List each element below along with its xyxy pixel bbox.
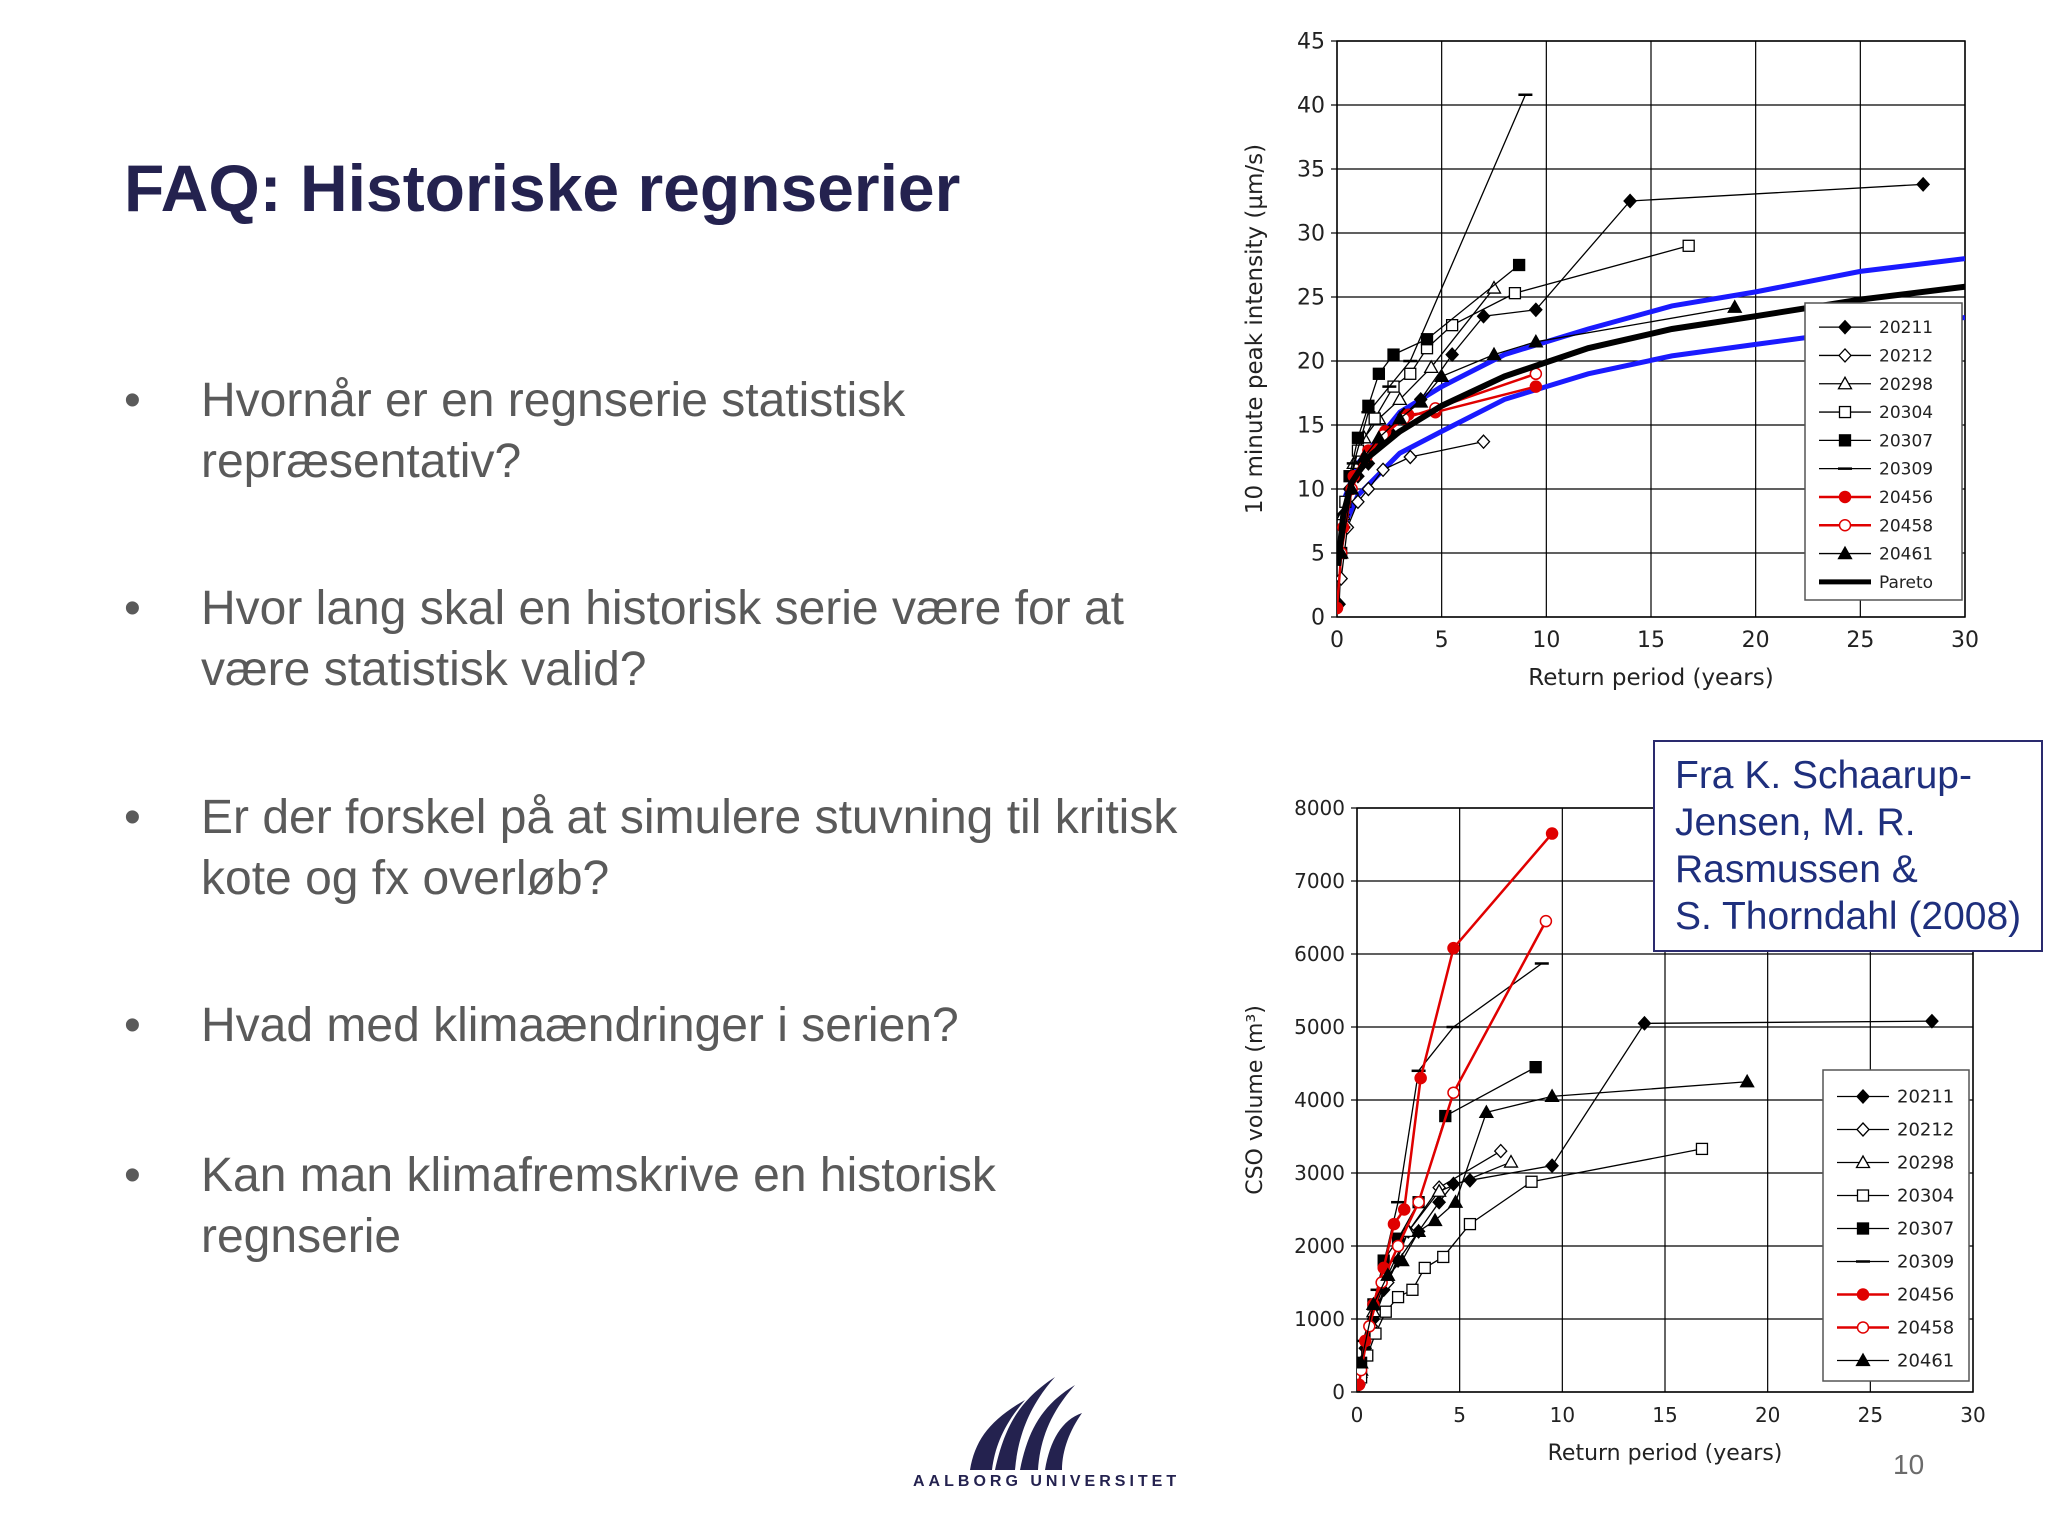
chart1-x-tick-label: 0 (1350, 1403, 1364, 1427)
chart1-legend-label: 20211 (1897, 1086, 1955, 1108)
chart1-data-point (1448, 943, 1459, 954)
chart1-y-tick-label: 5000 (1294, 1015, 1345, 1039)
chart0-data-point (1422, 334, 1433, 345)
chart1-data-point (1399, 1204, 1410, 1215)
chart1-y-axis-label: CSO volume (m³) (1243, 1005, 1268, 1195)
bullet-marker: • (124, 582, 141, 635)
bullet-text: Kan man klimafremskrive en historisk regnserie (201, 1149, 996, 1263)
chart0-legend-label: 20304 (1879, 403, 1934, 424)
chart1-x-tick-label: 5 (1453, 1403, 1467, 1427)
chart0-data-point (1388, 349, 1399, 360)
chart1-legend-marker (1858, 1322, 1869, 1333)
chart1-data-point (1419, 1262, 1430, 1273)
bullet-marker: • (124, 1149, 141, 1202)
chart1-data-point (1530, 1062, 1541, 1073)
chart0-legend-marker (1840, 491, 1851, 502)
chart1-legend-marker (1858, 1190, 1869, 1201)
bullet-text: Hvad med klimaændringer i serien? (201, 999, 959, 1052)
chart1-legend-label: 20212 (1897, 1119, 1955, 1141)
chart1-y-tick-label: 3000 (1294, 1161, 1345, 1185)
peak-intensity-chart (1200, 20, 1980, 740)
chart0-y-tick-label: 15 (1297, 413, 1325, 439)
chart0-data-point (1514, 260, 1525, 271)
chart0-data-point (1530, 381, 1541, 392)
chart0-data-point (1369, 413, 1380, 424)
bullet-marker: • (124, 791, 141, 844)
chart1-x-tick-label: 20 (1754, 1403, 1781, 1427)
chart0-x-axis-label: Return period (years) (1528, 665, 1774, 691)
chart1-data-point (1540, 916, 1551, 927)
bullet-text: Er der forskel på at simulere stuvning til kritisk kote og fx overløb? (201, 791, 1178, 905)
chart0-legend-marker (1840, 520, 1851, 531)
chart0-y-tick-label: 5 (1311, 541, 1325, 567)
chart1-legend-marker (1858, 1223, 1869, 1234)
slide-title: FAQ: Historiske regnserier (124, 151, 961, 225)
chart1-legend-marker (1858, 1289, 1869, 1300)
chart1-data-point (1407, 1284, 1418, 1295)
citation-line: S. Thorndahl (2008) (1675, 895, 2022, 938)
chart0-x-tick-label: 5 (1434, 628, 1449, 653)
chart1-legend-label: 20456 (1897, 1284, 1955, 1306)
chart1-x-axis-label: Return period (years) (1547, 1441, 1783, 1466)
chart1-y-tick-label: 8000 (1294, 796, 1345, 820)
citation-line: Fra K. Schaarup- (1675, 754, 1972, 797)
chart0-legend-label: Pareto (1879, 572, 1934, 593)
chart0-y-tick-label: 35 (1297, 157, 1325, 183)
chart1-y-tick-label: 0 (1332, 1380, 1345, 1404)
chart1-data-point (1388, 1219, 1399, 1230)
chart1-data-point (1696, 1143, 1707, 1154)
chart0-data-point (1373, 368, 1384, 379)
citation-line: Jensen, M. R. (1675, 801, 1916, 844)
chart0-x-tick-label: 30 (1951, 628, 1979, 653)
chart0-legend-label: 20461 (1879, 544, 1934, 565)
chart0-legend-label: 20307 (1879, 431, 1934, 452)
chart0-y-tick-label: 45 (1297, 29, 1325, 55)
chart1-data-point (1393, 1241, 1404, 1252)
chart1-legend-label: 20309 (1897, 1251, 1955, 1273)
chart0-y-tick-label: 30 (1297, 221, 1325, 247)
chart1-x-tick-label: 25 (1857, 1403, 1884, 1427)
chart0-x-tick-label: 20 (1741, 628, 1770, 653)
chart0-data-point (1332, 603, 1343, 614)
chart0-x-tick-label: 0 (1330, 628, 1344, 653)
chart1-x-tick-label: 10 (1549, 1403, 1576, 1427)
chart0-x-tick-label: 25 (1846, 628, 1875, 653)
chart0-x-tick-label: 10 (1532, 628, 1561, 653)
chart0-legend-label: 20309 (1879, 459, 1934, 480)
chart0-y-tick-label: 0 (1311, 605, 1325, 631)
chart1-data-point (1448, 1087, 1459, 1098)
chart1-data-point (1464, 1219, 1475, 1230)
chart1-y-tick-label: 1000 (1294, 1307, 1345, 1331)
chart1-legend-label: 20458 (1897, 1317, 1955, 1339)
chart0-y-tick-label: 40 (1297, 93, 1325, 119)
chart1-data-point (1380, 1306, 1391, 1317)
chart1-data-point (1438, 1251, 1449, 1262)
chart0-legend-label: 20298 (1879, 374, 1934, 395)
chart0-legend-label: 20458 (1879, 516, 1934, 537)
bullet-marker: • (124, 374, 141, 427)
chart1-y-tick-label: 4000 (1294, 1088, 1345, 1112)
chart0-y-tick-label: 25 (1297, 285, 1325, 311)
chart0-data-point (1683, 240, 1694, 251)
chart0-legend-label: 20212 (1879, 346, 1934, 367)
page-number: 10 (1893, 1449, 1925, 1480)
chart1-y-tick-label: 6000 (1294, 942, 1345, 966)
chart0-y-tick-label: 20 (1297, 349, 1325, 375)
chart0-x-tick-label: 15 (1637, 628, 1665, 653)
chart1-x-tick-label: 30 (1960, 1403, 1986, 1427)
chart1-data-point (1415, 1073, 1426, 1084)
chart0-y-tick-label: 10 (1297, 477, 1325, 503)
chart1-data-point (1547, 828, 1558, 839)
chart1-data-point (1354, 1379, 1365, 1390)
chart1-data-point (1526, 1176, 1537, 1187)
chart1-legend-label: 20307 (1897, 1218, 1955, 1240)
bullet-marker: • (124, 999, 141, 1052)
chart0-legend-label: 20211 (1879, 318, 1934, 339)
chart0-legend-marker (1840, 407, 1851, 418)
peak-intensity-chart-svg (1200, 20, 1980, 740)
chart1-data-point (1393, 1292, 1404, 1303)
chart0-y-axis-label: 10 minute peak intensity (µm/s) (1242, 143, 1268, 515)
chart1-legend-label: 20298 (1897, 1152, 1955, 1174)
chart1-y-tick-label: 7000 (1294, 869, 1345, 893)
chart0-legend-marker (1840, 435, 1851, 446)
chart1-x-tick-label: 15 (1652, 1403, 1678, 1427)
citation-box (1653, 740, 2043, 952)
chart1-y-tick-label: 2000 (1294, 1234, 1345, 1258)
bullet-text: Hvornår er en regnserie statistisk repræsentativ? (201, 374, 906, 488)
bullet-text: Hvor lang skal en historisk serie være for at være statistisk valid? (201, 582, 1125, 696)
chart1-legend-label: 20461 (1897, 1350, 1955, 1372)
chart0-legend-label: 20456 (1879, 487, 1934, 508)
chart0-data-point (1405, 368, 1416, 379)
chart0-data-point (1363, 400, 1374, 411)
chart1-data-point (1413, 1197, 1424, 1208)
chart1-legend-label: 20304 (1897, 1185, 1955, 1207)
citation-line: Rasmussen & (1675, 848, 1918, 891)
logo-text: AALBORG UNIVERSITET (913, 1473, 1181, 1490)
chart0-data-point (1509, 288, 1520, 299)
